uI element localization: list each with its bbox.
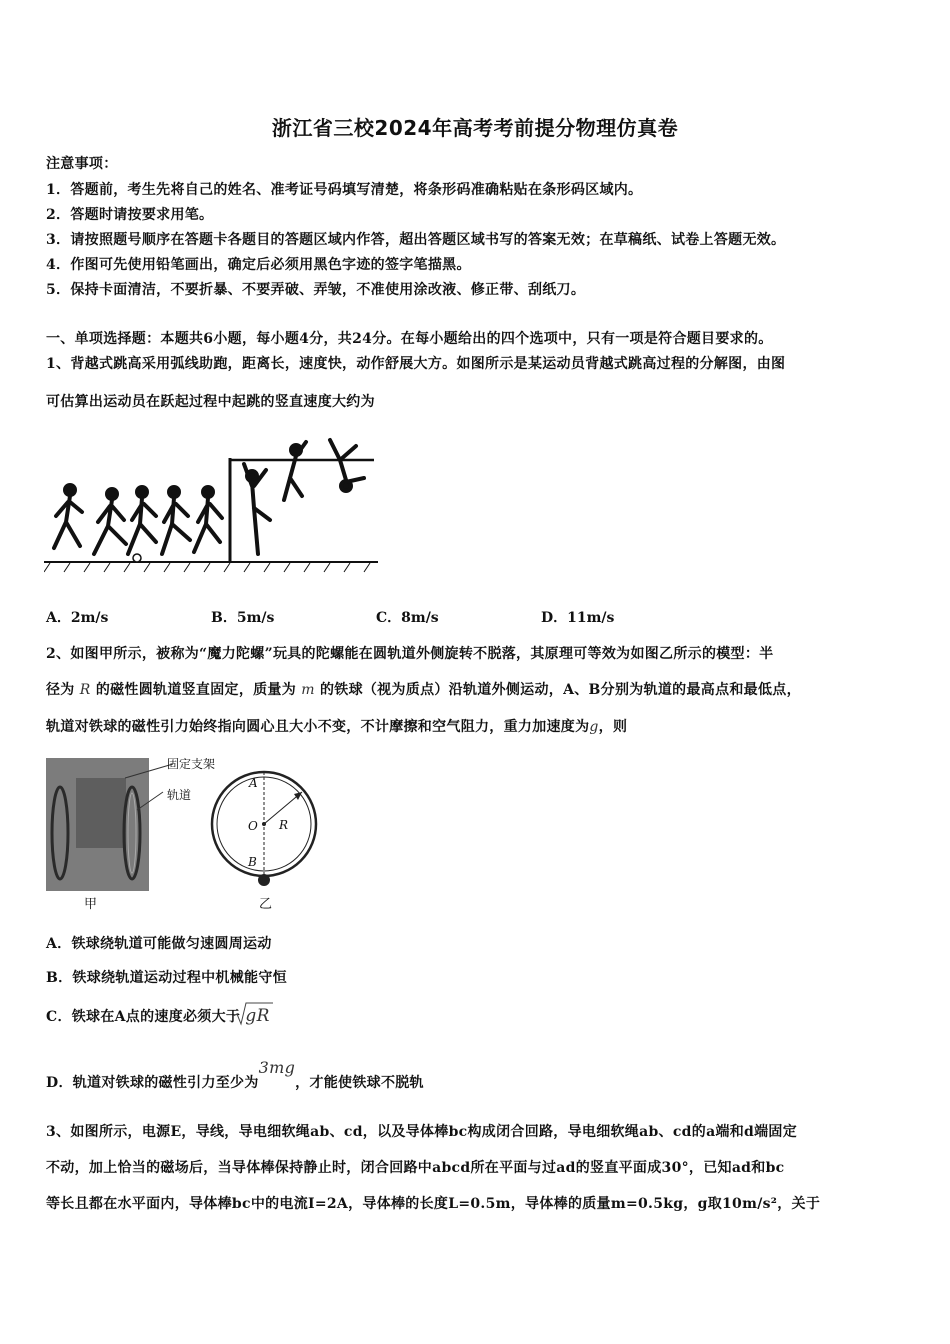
label-o: O: [248, 819, 258, 833]
q1-option-c[interactable]: C．8m/s: [376, 610, 439, 626]
notice-heading: 注意事项：: [46, 156, 118, 172]
exam-title: 浙江省三校2024年高考考前提分物理仿真卷: [271, 116, 679, 140]
sqrt-sign-icon: [233, 1002, 273, 1026]
q1-options: [46, 607, 706, 627]
three-mg: 3mg: [258, 1058, 296, 1077]
q2-option-a[interactable]: A．铁球绕轨道可能做匀速圆周运动: [46, 936, 272, 952]
radius-symbol: R: [79, 682, 91, 698]
mass-symbol: m: [301, 682, 315, 698]
notice-item: 4．作图可先使用铅笔画出，确定后必须用黑色字迹的签字笔描黑。: [46, 257, 471, 273]
section-heading: 一、单项选择题：本题共6小题，每小题4分，共24分。在每小题给出的四个选项中，只有一项是符合题目要求的。: [46, 331, 773, 347]
label-b: B: [248, 855, 257, 869]
q2-stem-line1: 2、如图甲所示，被称为“魔力陀螺”玩具的陀螺能在圆轨道外侧旋转不脱落，其原理可等效为如图乙所示的模型：半: [46, 646, 774, 662]
q2-stem-line2: 径为 R 的磁性圆轨道竖直固定，质量为 m 的铁球（视为质点）沿轨道外侧运动，A、B分别为轨道的最高点和最低点，: [46, 682, 801, 698]
q2-option-c[interactable]: C．铁球在A点的速度必须大于 gR: [46, 1006, 270, 1026]
high-jump-figure: [44, 430, 378, 575]
q1-option-a[interactable]: A．2m/s: [46, 610, 109, 626]
q2-stem-line3: 轨道对铁球的磁性引力始终指向圆心且大小不变，不计摩擦和空气阻力，重力加速度为g，则: [46, 719, 628, 735]
q3-stem-line1: 3、如图所示，电源E，导线，导电细软绳ab、cd，以及导体棒bc构成闭合回路，导电细软绳ab、cd的a端和d端固定: [46, 1124, 798, 1140]
circle-track-diagram: [206, 770, 326, 890]
label-support: 固定支架: [167, 757, 216, 771]
label-jia: 甲: [84, 897, 98, 912]
label-a: A: [249, 776, 258, 790]
notice-item: 1．答题前，考生先将自己的姓名、准考证号码填写清楚，将条形码准确粘贴在条形码区域内。: [46, 182, 643, 198]
label-track: 轨道: [167, 788, 192, 802]
sqrt-gr: gR: [245, 1006, 269, 1026]
q3-stem-line2: 不动，加上恰当的磁场后，当导体棒保持静止时，闭合回路中abcd所在平面与过ad的竖直平面成30°，已知ad和bc: [46, 1160, 785, 1176]
label-yi: 乙: [259, 897, 273, 912]
gravity-symbol: g: [589, 719, 599, 735]
q1-stem-line1: 1、背越式跳高采用弧线助跑，距离长，速度快，动作舒展大方。如图所示是某运动员背越式跳高过程的分解图，由图: [46, 356, 786, 372]
label-r: R: [279, 818, 289, 832]
q1-stem-line2: 可估算出运动员在跃起过程中起跳的竖直速度大约为: [46, 394, 375, 410]
q1-option-b[interactable]: B．5m/s: [211, 610, 275, 626]
q1-option-d[interactable]: D．11m/s: [541, 610, 615, 626]
notice-item: 5．保持卡面清洁，不要折暴、不要弄破、弄皱，不准使用涂改液、修正带、刮纸刀。: [46, 282, 586, 298]
q2-option-d[interactable]: D．轨道对铁球的磁性引力至少为3mg，才能使铁球不脱轨: [46, 1058, 424, 1091]
q3-stem-line3: 等长且都在水平面内，导体棒bc中的电流I=2A，导体棒的长度L=0.5m，导体棒的质量m=0.5kg，g取10m/s²，关于: [46, 1196, 821, 1212]
notice-item: 3．请按照题号顺序在答题卡各题目的答题区域内作答，超出答题区域书写的答案无效；在草稿纸、试卷上答题无效。: [46, 232, 786, 248]
pointer-arrows: [115, 752, 175, 812]
notice-item: 2．答题时请按要求用笔。: [46, 207, 214, 223]
q2-option-b[interactable]: B．铁球绕轨道运动过程中机械能守恒: [46, 970, 287, 986]
